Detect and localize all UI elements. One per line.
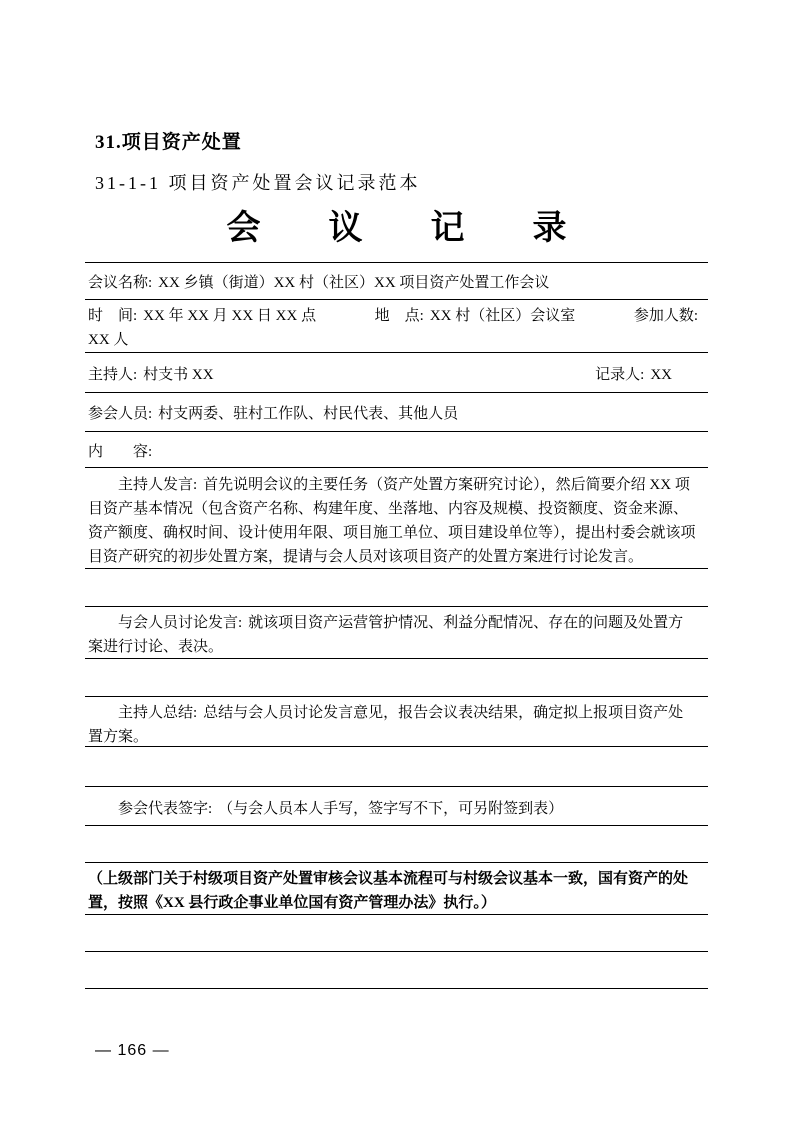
empty-row: [85, 952, 708, 989]
discussion-label: 与会人员讨论发言:: [118, 615, 243, 631]
row-attendees: [85, 393, 708, 432]
page-number: — 166 —: [95, 1042, 170, 1059]
row-note: [85, 863, 708, 915]
recorder-label: 记录人:: [595, 367, 645, 383]
row-discussion: [85, 607, 708, 659]
attendee-count-label: 参加人数:: [633, 308, 698, 324]
time-label: 时 间:: [88, 308, 138, 324]
location-value: XX 村（社区）会议室: [429, 308, 576, 324]
empty-row: [85, 569, 708, 607]
summary-label: 主持人总结:: [118, 705, 198, 721]
row-host-recorder: [85, 353, 708, 393]
row-content-label: [85, 432, 708, 468]
content-label: 内 容:: [88, 444, 153, 460]
time-segment: [88, 304, 316, 328]
empty-row: [85, 659, 708, 697]
host-speech-label: 主持人发言:: [118, 477, 198, 493]
location-segment: [375, 304, 576, 328]
host-label: 主持人:: [88, 367, 138, 383]
row-meeting-name: [85, 263, 708, 300]
attendees-label: 参会人员:: [88, 406, 153, 422]
empty-row: [85, 747, 708, 787]
discussion-text: 就该项目资产运营管护情况、利益分配情况、存在的问题及处置方案进行讨论、表决。: [88, 615, 684, 655]
row-host-speech: [85, 468, 708, 569]
host-speech-text: 首先说明会议的主要任务（资产处置方案研究讨论），然后简要介绍 XX 项目资产基本情况（包含资产名称、构建年度、坐落地、内容及规模、投资额度、资金来源、资产额度、确权时间、设计使用年限、项目施工单位、项目建设单位等），提出村委会就该项目资产研究的初步处置方案，提请与会人员对该项目资产的处置方案进行讨论发言。: [88, 477, 696, 565]
empty-row: [85, 915, 708, 952]
recorder-segment: [595, 363, 672, 392]
signature-text: （与会人员本人手写，签字写不下，可另附签到表）: [218, 801, 564, 817]
time-value: XX 年 XX 月 XX 日 XX 点: [143, 308, 317, 324]
time-location-line: [88, 304, 698, 328]
sub-heading: 31-1-1 项目资产处置会议记录范本: [95, 173, 421, 193]
host-segment: [88, 363, 214, 392]
page-title: 会 议 记 录: [226, 210, 567, 247]
attendees-value: 村支两委、驻村工作队、村民代表、其他人员: [158, 406, 459, 422]
note-text: （上级部门关于村级项目资产处置审核会议基本流程可与村级会议基本一致，国有资产的处置，按照《XX 县行政企事业单位国有资产管理办法》执行。）: [88, 871, 689, 911]
row-time-location-count: [85, 300, 708, 353]
section-heading: 31.项目资产处置: [95, 132, 242, 153]
signature-label: 参会代表签字:: [118, 801, 213, 817]
summary-text: 总结与会人员讨论发言意见，报告会议表决结果，确定拟上报项目资产处置方案。: [88, 705, 684, 745]
empty-row: [85, 826, 708, 863]
attendee-count-value: XX 人: [88, 332, 129, 348]
recorder-value: XX: [650, 367, 672, 383]
meeting-record-table: [85, 262, 708, 989]
meeting-name-label: 会议名称:: [88, 275, 153, 291]
row-signature: [85, 787, 708, 826]
location-label: 地 点:: [374, 308, 424, 324]
row-summary: [85, 697, 708, 747]
meeting-name-value: XX 乡镇（街道）XX 村（社区）XX 项目资产处置工作会议: [158, 275, 550, 291]
host-value: 村支书 XX: [143, 367, 214, 383]
